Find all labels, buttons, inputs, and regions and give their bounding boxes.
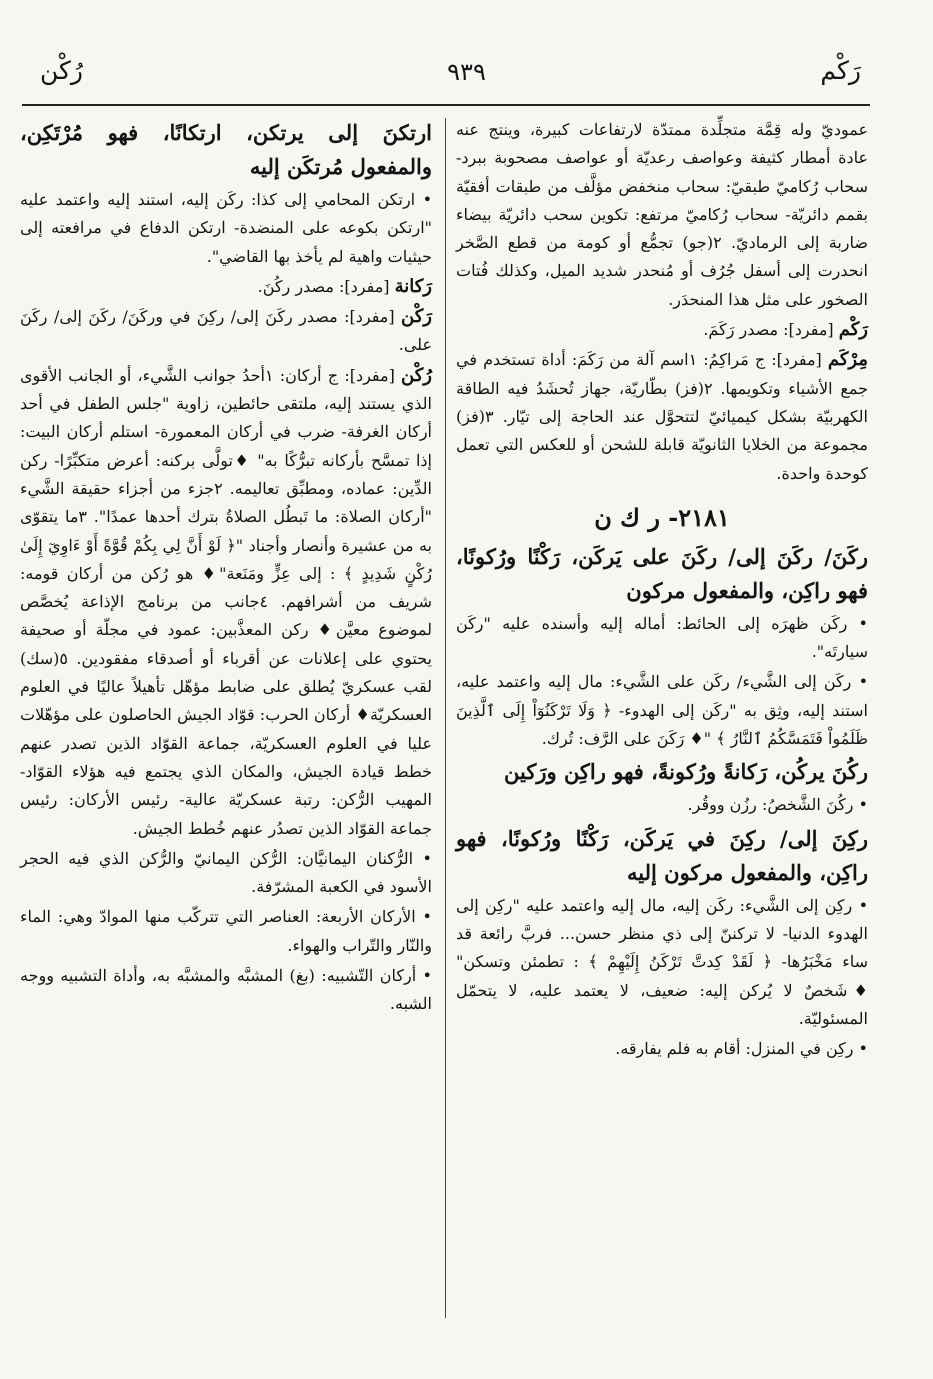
usage-example: • ركِن إلى الشَّيء: ركَن إليه، مال إليه واعتمد عليه "ركِن إلى الهدوء الدنيا- لا تركننّ إلى ذي منظر حسن... فربَّ رائعة قد ساء مَخْبَرُها- ﴿ لَقَدْ كِدتَّ تَرْكَنُ إِلَيْهِمْ ﴾ : تطمئن وتسكن" ♦شَخصٌ لا يُركن إليه: ضعيف، لا يعتمد عليه، لا يتحمّل المسئوليّة. [456,892,868,1033]
entry-definition: [مفرد]: مصدر ركُنَ. [257,276,395,296]
page-header [0,0,933,106]
header-rule [22,104,870,106]
usage-example: • الرُّكنان اليمانيَّان: الرُّكن اليمانيّ والرُّكن الذي فيه الحجر الأسود في الكعبة المشرّفة. [20,845,432,902]
entry [456,346,868,487]
entry [456,316,868,344]
header-left-word: رُكْن [40,56,84,85]
right-column [456,116,868,1065]
page-number: ٩٣٩ [447,58,486,86]
headword: مِرْكَم [827,349,868,371]
entry [456,822,868,890]
column-divider [445,118,446,1318]
usage-example: • ركَن إلى الشَّيء/ ركَن على الشَّيء: مال إليه واعتمد عليه، استند إليه، وثِق به "ركَن إلى الهدوء- ﴿ وَلَا تَرْكَنُوٓاْ إِلَى ٱلَّذِينَ ظَلَمُواْ فَتَمَسَّكُمُ ٱلنَّارُ ﴾ "♦ رَكَنَ على الرَّف: تُرك. [456,668,868,753]
entry [20,116,432,184]
usage-example: • الأركان الأربعة: العناصر التي تتركّب منها الموادّ وهي: الماء والنّار والتّراب والهواء. [20,903,432,960]
usage-example: • ركِن في المنزل: أقام به فلم يفارقه. [456,1035,868,1063]
entry [20,303,432,360]
headword: ركُنَ يركُن، رَكانةً ورُكونةً، فهو راكِن ورَكين [504,759,868,785]
entry-definition: [مفرد]: مصدر رَكَمَ. [703,320,839,340]
headword: ركَنَ/ ركَنَ إلى/ ركَنَ على يَركَن، رَكْنًا ورُكونًا، فهو راكِن، والمفعول مركون [456,543,868,603]
entry-definition: [مفرد]: ج مَراكِمُ: ١اسم آلة من رَكَمَ: أداة تستخدم في جمع الأشياء وتكويمها. ٢(فز) بطّاريّة، جهاز تُحشَدُ فيه الطاقة الكهربيّة بشكل كيميائيّ لتتحوَّل عند الحاجة إلى تيّار. ٣(فز) مجموعة من الخلايا الثانويّة قابلة للشحن أو للعكس التي تعمل كوحدة واحدة. [456,350,869,483]
headword: رَكانة [394,275,432,297]
left-column [20,116,432,1021]
headword: ركِنَ إلى/ ركِنَ في يَركَن، رَكْنًا ورُكونًا، فهو راكِن، والمفعول مركون إليه [456,825,868,885]
root-title: ٢١٨١- ر ك ن [594,502,730,532]
entry [20,362,432,843]
header-right-word: رَكْم [820,56,861,85]
entry-text: عموديّ وله قِمَّة متجلِّدة ممتدّة لارتفاعات كبيرة، وينتج عنه عادة أمطار كثيفة وعواصف رعديّة أو عواصف مصحوبة ببرد- سحاب رُكاميّ طبقيّ: سحاب منخفض مؤلَّف من طبقات أفقيّة بقمم دائريّة- سحاب رُكاميّ مرتفع: تكوين سحب دائريّة بيضاء ضاربة إلى الرماديّ. ٢(جو) تجمُّع أو كومة من قطع الصَّخر انحدرت إلى أسفل جُرُف أو مُنحدر شديد الميل، وكذلك فُتات الصخور على مثل هذا المنحدَر. [456,120,868,309]
headword: رُكْن [401,364,432,386]
entry-definition: [مفرد]: ج أركان: ١أحدُ جوانب الشَّيء، أو الجانب الأقوى الذي يستند إليه، ملتقى حائطين، زاوية "جلس الطفل في أحد أركان الغرفة- ضرب في أركان المعمورة- استلم أركان البيت: إذا تمسَّح بأركانه تبرُّكًا به" ♦تولَّى بركنه: أعرض متكبِّرًا- ركن الدِّين: عماده، ومطبِّق تعاليمه. ٢جزء من أجزاء حقيقة الشَّيء "أركان الصلاة: ما تَبطُل الصلاةُ بترك أحدها عمدًا". ٣ما يتقوّى به من عشيرة وأنصار وأجناد "﴿ لَوْ أَنَّ لِي بِكُمْ قُوَّةً أَوْ ءَاوِيٓ إِلَىٰ رُكْنٍ شَدِيدٍ ﴾ : إلى عِزٍّ ومَنَعة"♦ هو رُكن من أركان قومه: شريف من أشرافهم. ٤جانب من برنامج الإذاعة يُخصَّص لموضوع معيَّن♦ ركن المعذَّبين: عمود في مجلّة أو صحيفة يحتوي على إعلانات عن أقرباء أو أصدقاء مفقودين. ٥(سك) لقب عسكريّ يُطلق على ضابط مؤهّل تأهيلاً عاليًا في العلوم العسكريّة♦ أركان الحرب: قوّاد الجيش الحاصلون على مؤهّلات عليا في العلوم العسكريّة، جماعة القوّاد الذين تصدر عنهم خطط قيادة الجيش، والمكان الذي يجتمع فيه هؤلاء القوّاد- المهيب الرُّكن: رتبة عسكريّة عالية- رئيس الأركان: رئيس جماعة القوّاد الذين تصدُر عنهم خُطط الجيش. [20,365,433,838]
usage-example: • ركَن ظهرَه إلى الحائط: أماله إليه وأسنده عليه "ركَن سيارتَه". [456,610,868,667]
headword: رَكْن [401,306,432,328]
entry-definition: [مفرد]: مصدر ركَنَ إلى/ ركِنَ في وركَنَ/ ركَنَ إلى/ ركَنَ على. [20,307,432,355]
entry [456,540,868,608]
headword: رَكْم [838,319,868,341]
entry [456,755,868,789]
entry [20,273,432,301]
usage-example: • أركان التّشبيه: (بغ) المشبَّه والمشبَّه به، وأداة التشبيه ووجه الشبه. [20,962,432,1019]
headword: ارتكنَ إلى يرتكن، ارتكانًا، فهو مُرْتَكِن، والمفعول مُرتكَن إليه [20,120,432,179]
usage-example: • ركُنَ الشَّخصُ: رزُن ووقُر. [456,791,868,819]
usage-example: • ارتكن المحامي إلى كذا: ركَن إليه، استند إليه واعتمد عليه "ارتكن بكوعه على المنضدة- ارتكن الدفاع في مرافعته إلى حيثيات واهية لم يأخذ بها القاضي". [20,186,432,271]
